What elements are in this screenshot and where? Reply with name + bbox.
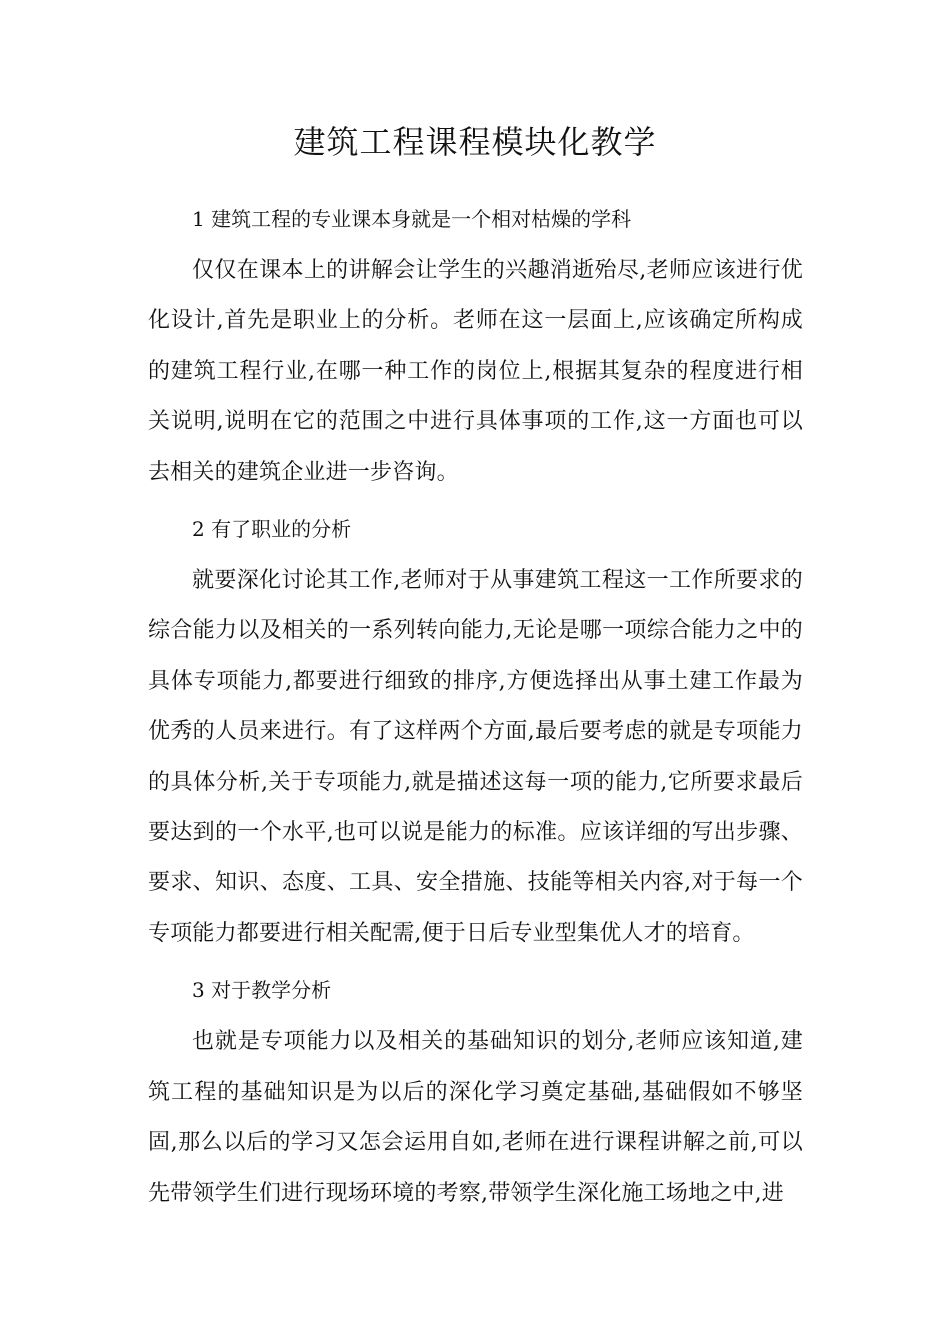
section-2	[148, 506, 803, 552]
section-paragraph: 仅仅在课本上的讲解会让学生的兴趣消逝殆尽,老师应该进行优化设计,首先是职业上的分析。老师在这一层面上,应该确定所构成的建筑工程行业,在哪一种工作的岗位上,根据其复杂的程度进行相关说明,说明在它的范围之中进行具体事项的工作,这一方面也可以去相关的建筑企业进一步咨询。	[148, 258, 803, 485]
section-paragraph: 就要深化讨论其工作,老师对于从事建筑工程这一工作所要求的综合能力以及相关的一系列转向能力,无论是哪一项综合能力之中的具体专项能力,都要进行细致的排序,方便选择出从事土建工作最为优秀的人员来进行。有了这样两个方面,最后要考虑的就是专项能力的具体分析,关于专项能力,就是描述这每一项的能力,它所要求最后要达到的一个水平,也可以说是能力的标准。应该详细的写出步骤、要求、知识、态度、工具、安全措施、技能等相关内容,对于每一个专项能力都要进行相关配需,便于日后专业型集优人才的培育。	[148, 568, 803, 946]
section-1-body	[148, 246, 803, 498]
section-3	[148, 967, 803, 1013]
section-heading: 2 有了职业的分析	[192, 517, 352, 542]
section-1	[148, 196, 803, 242]
document-title: 建筑工程课程模块化教学	[293, 123, 657, 161]
section-heading: 3 对于教学分析	[192, 978, 332, 1003]
section-2-body	[148, 556, 803, 959]
section-paragraph: 也就是专项能力以及相关的基础知识的划分,老师应该知道,建筑工程的基础知识是为以后的深化学习奠定基础,基础假如不够坚固,那么以后的学习又怎会运用自如,老师在进行课程讲解之前,可以先带领学生们进行现场环境的考察,带领学生深化施工场地之中,进	[148, 1029, 803, 1206]
document-body	[148, 196, 803, 1219]
section-heading: 1 建筑工程的专业课本身就是一个相对枯燥的学科	[192, 207, 632, 231]
section-3-body	[148, 1017, 803, 1219]
